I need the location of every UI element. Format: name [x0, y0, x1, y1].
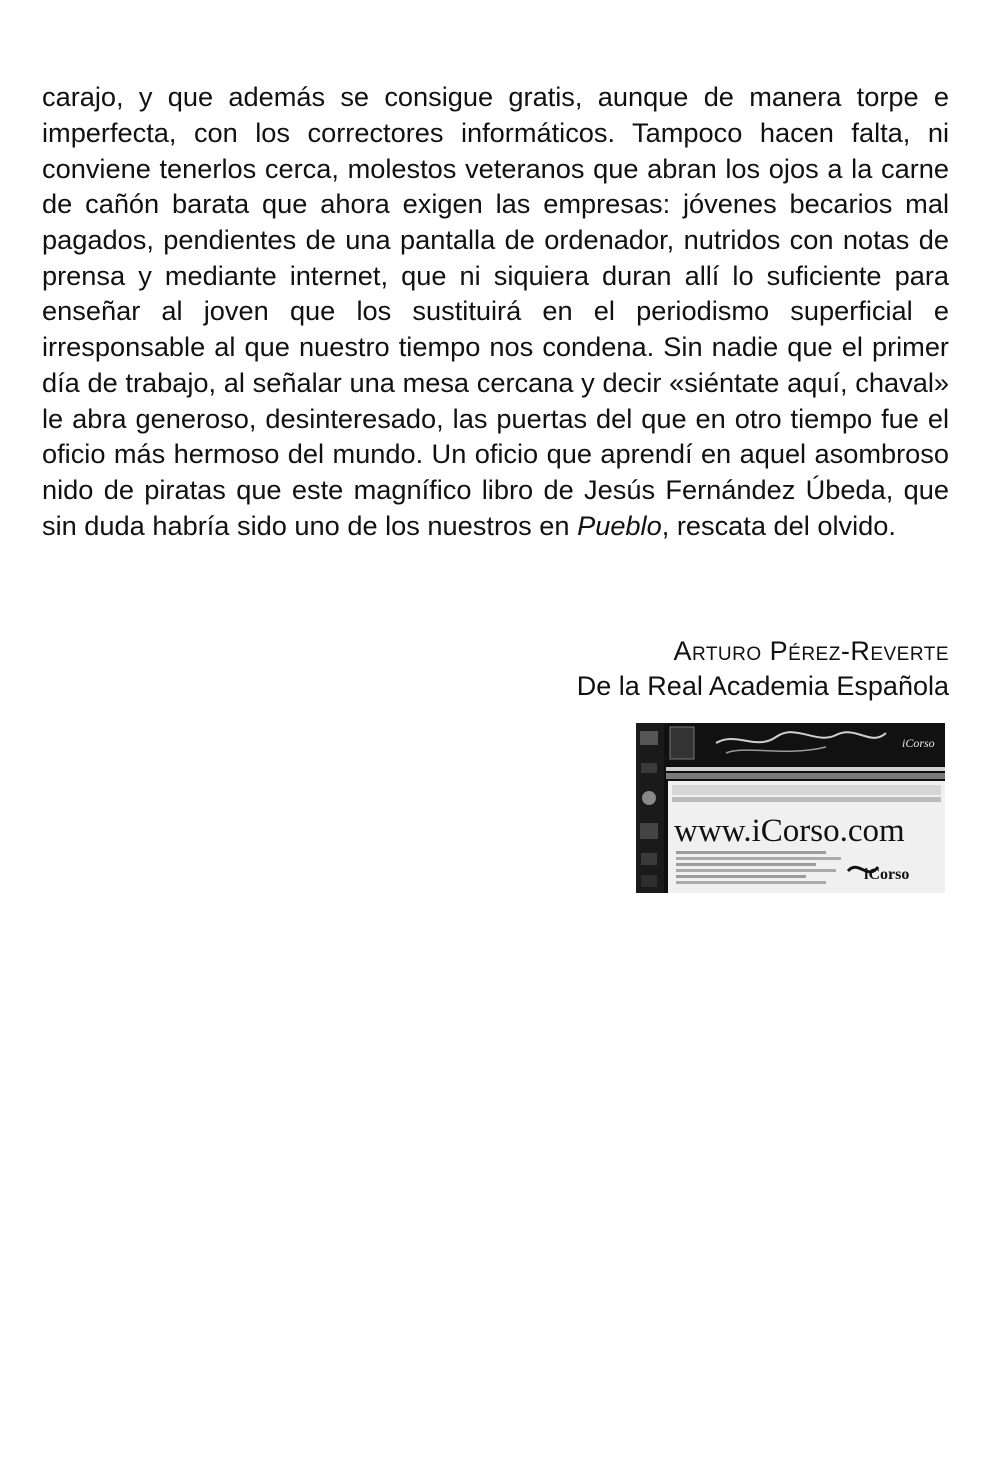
header-logo-text: iCorso [902, 736, 935, 750]
signature-block [577, 634, 949, 704]
author-name: Arturo Pérez-Reverte [673, 636, 949, 666]
paragraph-ending: , rescata del olvido. [661, 509, 896, 541]
italic-newspaper-title: Pueblo [577, 509, 662, 541]
body-paragraph [42, 79, 949, 543]
author-affiliation: De la Real Academia Española [576, 671, 949, 701]
sidebar-panel [636, 723, 664, 893]
bottom-logo-text: iCorso [864, 866, 910, 883]
website-url-text: www.iCorso.com [674, 813, 905, 849]
website-screenshot-image [636, 723, 945, 893]
paragraph-text: carajo, y que además se consigue gratis, aunque de manera torpe e imperfecta, con los correctores informáticos. Tampoco hacen falta, ni conviene tenerlos cerca, molestos veteranos que abran los ojos a la carne de cañón barata que ahora exigen las empresas: jóvenes becarios mal pagados, pendientes de una pantalla de ordenador, nutridos con notas de prensa y mediante internet, que ni siquiera duran allí lo suficiente para enseñar al joven que los sustituirá en el periodismo superficial e irresponsable al que nuestro tiempo nos condena. Sin nadie que el primer día de trabajo, al señalar una mesa cercana y decir «siéntate aquí, chaval» le abra generoso, desinteresado, las puertas del que en otro tiempo fue el oficio más hermoso del mundo. Un oficio que aprendí en aquel asombroso nido de piratas que este magnífico libro de Jesús Fernández Úbeda, que sin duda habría sido uno de los nuestros en [42, 81, 949, 541]
